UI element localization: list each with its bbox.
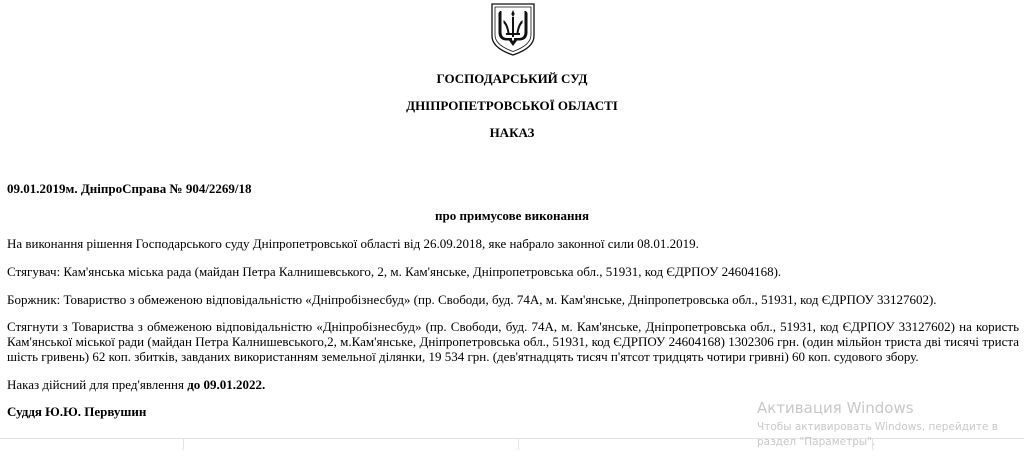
paragraph-debtor: Боржник: Товариство з обмеженою відповідальністю «Дніпробізнесбуд» (пр. Свободи, буд. 74А, м. Кам'янське, Дніпропетровська обл., 51931, код ЄДРПОУ 33127602). (7, 292, 937, 307)
frame-divider (872, 438, 873, 450)
document-title: НАКАЗ (489, 125, 535, 140)
ukraine-trident-emblem-icon (488, 2, 538, 56)
validity-date: до 09.01.2022. (187, 377, 266, 392)
frame-divider (183, 438, 184, 450)
date-and-case-number: 09.01.2019м. ДніпроСправа № 904/2269/18 (7, 181, 252, 196)
court-name: ГОСПОДАРСЬКИЙ СУД (436, 71, 588, 86)
judge-signature-line: Суддя Ю.Ю. Первушин (7, 404, 147, 419)
frame-divider (518, 438, 519, 450)
order-subject: про примусове виконання (435, 208, 589, 223)
watermark-line-1: Чтобы активировать Windows, перейдите в (757, 421, 998, 433)
court-region: ДНІПРОПЕТРОВСЬКОЇ ОБЛАСТІ (406, 98, 618, 113)
page-bottom-border (0, 438, 1024, 451)
watermark-title: Активация Windows (757, 399, 914, 417)
paragraph-recovery-order: Стягнути з Товариства з обмеженою відповідальністю «Дніпробізнесбуд» (пр. Свободи, буд. 74А, м. Кам'янське, Дніпропетровська обл., 51931, код ЄДРПОУ 33127602) на користь Кам'янської міської ради (майдан Петра Калнишевського,2, м.Кам'янське, Дніпропетровська обл., 51931, код ЄДРПОУ 24604168) 1302306 грн. (один мільйон триста дві тисячі триста шість гривень) 62 коп. збитків, завданих використанням земельної ділянки, 19 534 грн. (дев'ятнадцять тисяч п'ятсот тридцять чотири гривні) 60 коп. судового збору. (7, 319, 1019, 364)
paragraph-claimant: Стягувач: Кам'янська міська рада (майдан Петра Калнишевського, 2, м. Кам'янське, Дніпропетровська обл., 51931, код ЄДРПОУ 24604168). (7, 264, 782, 279)
validity-text: Наказ дійсний для пред'явлення (7, 377, 188, 392)
paragraph-decision-reference: На виконання рішення Господарського суду Дніпропетровської області від 26.09.2018, яке набрало законної сили 08.01.2019. (7, 236, 699, 251)
watermark-line-2: раздел "Параметры". (757, 436, 876, 448)
paragraph-validity (7, 377, 265, 393)
